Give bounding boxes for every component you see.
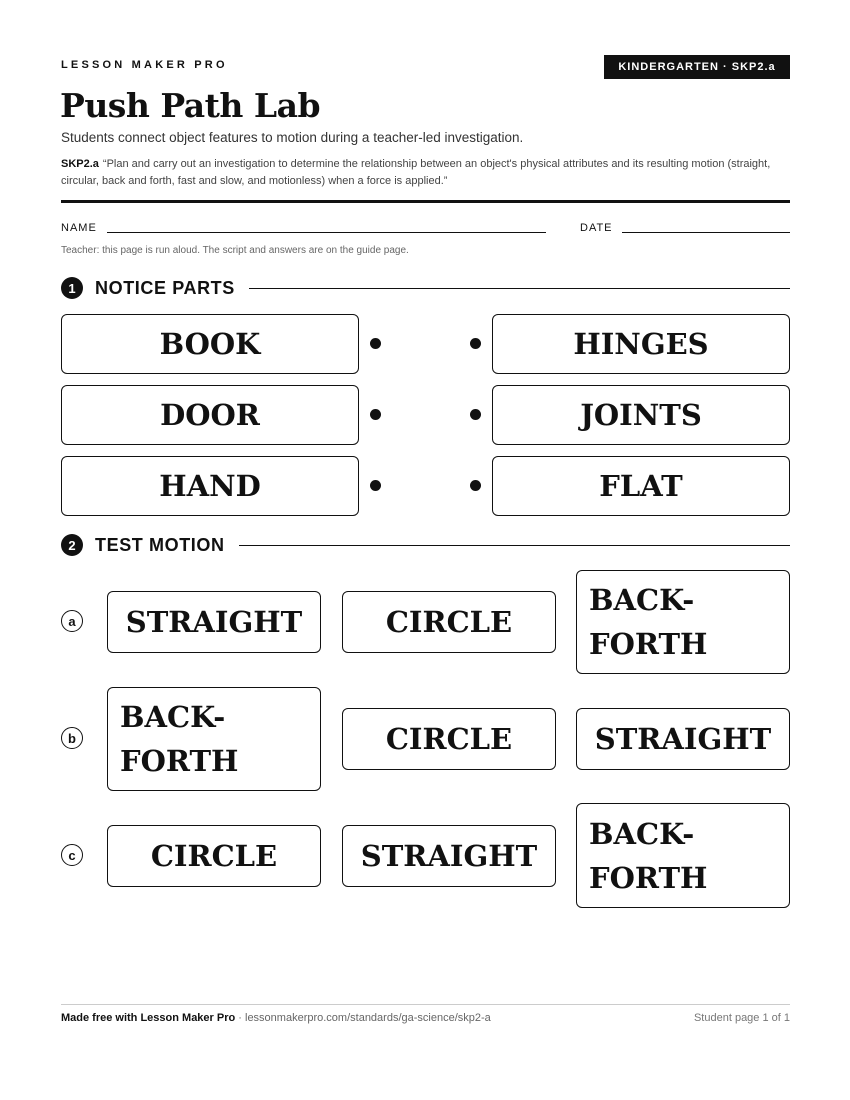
motion-option-card[interactable]: CIRCLE <box>342 591 556 653</box>
section-notice-parts-header <box>61 276 790 300</box>
footer-credit <box>61 1012 491 1024</box>
footer-divider <box>61 1004 790 1005</box>
match-card-right[interactable]: JOINTS <box>492 385 790 445</box>
date-label: DATE <box>580 222 613 234</box>
standard-text: “Plan and carry out an investigation to determine the relationship between an object's physical attributes and its resulting motion (straight, circular, back and forth, fast and slow, and motionless) when a force is applied.” <box>61 158 771 187</box>
match-dot-left[interactable] <box>370 409 381 420</box>
motion-option-card[interactable]: STRAIGHT <box>342 825 556 887</box>
standard-code: SKP2.a <box>61 158 99 170</box>
name-field[interactable] <box>107 232 546 233</box>
section-number-badge: 1 <box>61 277 83 299</box>
match-dot-right[interactable] <box>470 409 481 420</box>
match-dot-right[interactable] <box>470 338 481 349</box>
section-title: TEST MOTION <box>95 534 225 555</box>
brand-name: LESSON MAKER PRO <box>61 59 228 71</box>
motion-option-card[interactable]: CIRCLE <box>107 825 321 887</box>
motion-option-card[interactable]: CIRCLE <box>342 708 556 770</box>
row-marker: a <box>61 610 83 632</box>
match-dot-left[interactable] <box>370 338 381 349</box>
section-test-motion-header <box>61 533 790 557</box>
row-marker: b <box>61 727 83 749</box>
section-number-badge: 2 <box>61 534 83 556</box>
date-field[interactable] <box>622 232 790 233</box>
grade-standard-badge: KINDERGARTEN · SKP2.a <box>604 55 790 79</box>
match-card-left[interactable]: BOOK <box>61 314 359 374</box>
footer-url: · lessonmakerpro.com/standards/ga-science/skp2-a <box>235 1012 491 1024</box>
name-label: NAME <box>61 222 97 234</box>
teacher-note: Teacher: this page is run aloud. The script and answers are on the guide page. <box>61 245 409 256</box>
section-rule <box>239 545 790 546</box>
motion-option-card[interactable]: BACK- FORTH <box>107 687 321 791</box>
page-subtitle: Students connect object features to motion during a teacher-led investigation. <box>61 130 524 145</box>
motion-option-card[interactable]: STRAIGHT <box>107 591 321 653</box>
footer-page-number: Student page 1 of 1 <box>693 1012 790 1024</box>
row-marker: c <box>61 844 83 866</box>
standard-statement <box>61 156 781 190</box>
match-card-left[interactable]: DOOR <box>61 385 359 445</box>
page-title: Push Path Lab <box>60 86 321 125</box>
match-dot-right[interactable] <box>470 480 481 491</box>
section-rule <box>249 288 790 289</box>
match-card-right[interactable]: FLAT <box>492 456 790 516</box>
match-card-right[interactable]: HINGES <box>492 314 790 374</box>
match-card-left[interactable]: HAND <box>61 456 359 516</box>
motion-option-card[interactable]: STRAIGHT <box>576 708 790 770</box>
header-divider <box>61 200 790 203</box>
motion-option-card[interactable]: BACK- FORTH <box>576 570 790 674</box>
footer-made-by: Made free with Lesson Maker Pro <box>61 1012 236 1024</box>
motion-option-card[interactable]: BACK- FORTH <box>576 803 790 908</box>
section-title: NOTICE PARTS <box>95 277 235 298</box>
match-dot-left[interactable] <box>370 480 381 491</box>
